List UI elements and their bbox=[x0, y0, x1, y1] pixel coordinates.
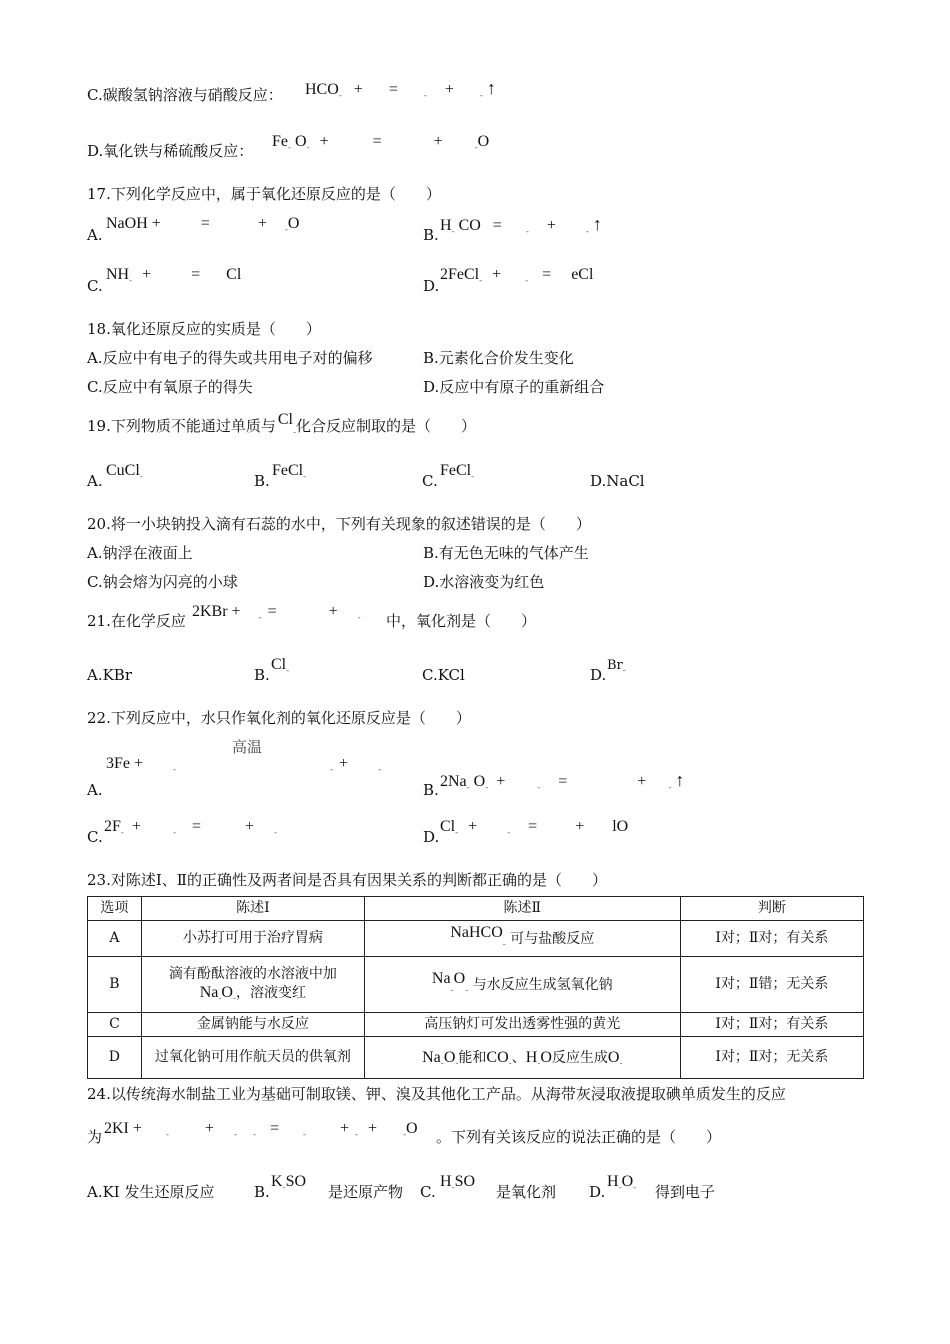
formula-term: O bbox=[406, 1120, 418, 1137]
formula-operator: + bbox=[492, 266, 502, 283]
formula-term: 2Na bbox=[440, 773, 467, 790]
formula-term: CuCl bbox=[106, 462, 140, 479]
formula-operator: + bbox=[142, 266, 152, 283]
q16-d-text: D.氧化铁与稀硫酸反应： bbox=[87, 142, 254, 160]
table-cell: A bbox=[88, 921, 142, 957]
table-cell: C bbox=[88, 1013, 142, 1037]
q24-d-formula: $H_-O_-$ bbox=[607, 1173, 637, 1192]
q21-option-a: A.KBr bbox=[87, 666, 132, 684]
q18-option-c: C.反应中有氧原子的得失 bbox=[87, 378, 253, 396]
formula-term: H bbox=[607, 1173, 619, 1190]
formula-term: O bbox=[540, 1048, 552, 1066]
gas-arrow-icon: ↑ bbox=[675, 770, 685, 790]
formula-term: O bbox=[473, 773, 486, 790]
formula-operator: + bbox=[353, 81, 363, 98]
formula-operator: + bbox=[575, 818, 585, 835]
formula-term: Cl bbox=[226, 266, 242, 283]
q16-c-text: C.碳酸氢钠溶液与硝酸反应： bbox=[87, 86, 283, 104]
table-cell: Ⅰ对；Ⅱ对；有关系 bbox=[680, 921, 863, 957]
formula-equals: = bbox=[191, 818, 201, 835]
formula-equals: = bbox=[269, 1120, 279, 1137]
formula-term: 2KI + bbox=[104, 1120, 142, 1137]
q21-d-formula: $Br_-$ bbox=[607, 658, 626, 676]
q24-stem-line1: 24.以传统海水制盐工业为基础可制取镁、钾、溴及其他化工产品。从海带灰浸取液提取碘单质发生的反应 bbox=[87, 1085, 786, 1103]
formula-equals: = bbox=[200, 215, 210, 232]
gas-arrow-icon: ↑ bbox=[592, 214, 602, 234]
formula-term: Cl bbox=[277, 411, 293, 428]
formula-term: Br bbox=[607, 658, 623, 673]
q22-a-formula: 3Fe + $_-$ $_-$ + $_-$ bbox=[106, 755, 382, 774]
formula-operator: + bbox=[131, 818, 141, 835]
q18-option-b: B.元素化合价发生变化 bbox=[423, 349, 574, 367]
cell-text: 与水反应生成氢氧化钠 bbox=[472, 976, 613, 993]
q18-stem: 18.氧化还原反应的实质是（ ） bbox=[87, 320, 321, 338]
formula-term: Cl bbox=[271, 656, 287, 673]
q17-a-formula: NaOH + = + $_-$O bbox=[106, 215, 300, 234]
q24-b-label: B. bbox=[254, 1183, 270, 1201]
table-header: 判断 bbox=[680, 897, 863, 921]
table-cell: 滴有酚酞溶液的水溶液中加 $Na_-O_-$，溶液变红 bbox=[141, 957, 364, 1013]
formula-term: 3Fe + bbox=[106, 755, 144, 772]
formula-operator: + bbox=[339, 755, 349, 772]
q24-formula: 2KI + $_-$ + $_-$ $_-$ = $_-$ + $_-$ + $_-$O bbox=[104, 1120, 418, 1139]
formula-term: 2F bbox=[104, 818, 121, 835]
formula-equals: = bbox=[528, 818, 538, 835]
formula-term: O bbox=[443, 1048, 456, 1066]
q23-table bbox=[87, 896, 864, 1079]
formula-operator: + bbox=[368, 1120, 378, 1137]
q20-option-b: B.有无色无味的气体产生 bbox=[423, 544, 589, 562]
cell-text: 能和 bbox=[458, 1049, 487, 1066]
formula-operator: + bbox=[204, 1120, 214, 1137]
q24-b-text: 是还原产物 bbox=[328, 1183, 404, 1201]
formula-term: O bbox=[477, 133, 490, 150]
formula-operator: + bbox=[468, 818, 478, 835]
q17-c-label: C. bbox=[87, 277, 103, 295]
formula-operator: + bbox=[319, 133, 329, 150]
table-row bbox=[88, 957, 864, 1013]
table-cell: Ⅰ对；Ⅱ对；有关系 bbox=[680, 1013, 863, 1037]
q22-b-formula: $2Na_-$ $O_- + _-$ = + $_-$ ↑ bbox=[440, 770, 685, 792]
formula-term: Na bbox=[431, 969, 451, 987]
q17-a-label: A. bbox=[87, 226, 103, 244]
formula-term: H bbox=[525, 1048, 538, 1066]
q20-option-c: C.钠会熔为闪亮的小球 bbox=[87, 573, 238, 591]
formula-term: 2KBr + bbox=[192, 603, 241, 620]
formula-term: O bbox=[621, 1173, 634, 1190]
table-cell: 高压钠灯可发出透雾性强的黄光 bbox=[364, 1013, 680, 1037]
formula-term: O bbox=[287, 215, 300, 232]
formula-term: H bbox=[440, 1173, 452, 1190]
formula-term: NH bbox=[106, 266, 130, 283]
table-cell: $Na_-O_-$ 与水反应生成氢氧化钠 bbox=[364, 957, 680, 1013]
q22-stem: 22.下列反应中，水只作氧化剂的氧化还原反应是（ ） bbox=[87, 709, 471, 727]
table-header: 选项 bbox=[88, 897, 142, 921]
q16-d-formula: $Fe_-$ $O_-$ + = + $_-$O bbox=[272, 133, 490, 152]
formula-equals: = bbox=[542, 266, 552, 283]
table-cell: Ⅰ对；Ⅱ对；无关系 bbox=[680, 1037, 863, 1079]
q20-stem: 20.将一小块钠投入滴有石蕊的水中，下列有关现象的叙述错误的是（ ） bbox=[87, 515, 591, 533]
q21-stem-part: 21.在化学反应 bbox=[87, 612, 186, 630]
formula-operator: + bbox=[496, 773, 506, 790]
q22-b-label: B. bbox=[423, 781, 439, 799]
formula-term: Fe bbox=[272, 133, 288, 150]
formula-term: NaHCO bbox=[450, 923, 503, 941]
q21-formula: 2KBr + $_-$ = + $_-$ bbox=[192, 603, 361, 622]
table-row bbox=[88, 1037, 864, 1079]
q22-d-formula: $Cl_- + _-$ = + lO bbox=[440, 818, 629, 837]
formula-term: Na bbox=[422, 1048, 441, 1066]
formula-equals: = bbox=[372, 133, 382, 150]
cell-text: ，溶液变红 bbox=[236, 985, 307, 1002]
q24-stem-line2-end: 。下列有关该反应的说法正确的是（ ） bbox=[436, 1128, 722, 1146]
q22-c-formula: $2F_- + _-$ = + $_-$ bbox=[104, 818, 277, 837]
formula-term: Na bbox=[199, 984, 219, 1002]
q16-option-d bbox=[87, 142, 253, 160]
formula-term: O bbox=[221, 984, 233, 1002]
formula-term: lO bbox=[612, 818, 629, 835]
table-header-row bbox=[88, 897, 864, 921]
q21-stem-end: 中，氧化剂是（ ） bbox=[386, 612, 537, 630]
formula-operator: + bbox=[244, 818, 254, 835]
q19-stem: 19.下列物质不能通过单质与 $Cl_-$化合反应制取的是（ ） bbox=[87, 411, 477, 438]
cell-text: 、 bbox=[511, 1049, 526, 1066]
table-row bbox=[88, 1013, 864, 1037]
cell-text: 反应生成 bbox=[551, 1049, 608, 1066]
table-cell: 金属钠能与水反应 bbox=[141, 1013, 364, 1037]
q17-d-label: D. bbox=[423, 277, 440, 295]
q19-option-d: D.NaCl bbox=[590, 472, 645, 490]
q20-option-a: A.钠浮在液面上 bbox=[87, 544, 193, 562]
q21-option-c: C.KCl bbox=[422, 666, 465, 684]
q22-d-label: D. bbox=[423, 828, 440, 846]
formula-term: O bbox=[295, 133, 307, 150]
q19-b-label: B. bbox=[254, 472, 270, 490]
q24-d-text: 得到电子 bbox=[655, 1183, 716, 1201]
formula-operator: + bbox=[257, 215, 267, 232]
q19-b-formula: FeCl$_-$ bbox=[272, 462, 307, 481]
q19-c-label: C. bbox=[422, 472, 438, 490]
q24-c-label: C. bbox=[420, 1183, 436, 1201]
q21-stem bbox=[87, 612, 186, 630]
q21-b-formula: $Cl_-$ bbox=[271, 656, 290, 675]
formula-term: CO bbox=[486, 1048, 509, 1066]
table-header: 陈述Ⅱ bbox=[364, 897, 680, 921]
formula-operator: + bbox=[328, 603, 338, 620]
q19-c-formula: FeCl$_-$ bbox=[440, 462, 475, 481]
q17-b-formula: $H_-$ CO = $_-$ + $_-$ ↑ bbox=[440, 214, 602, 236]
formula-term: H bbox=[440, 217, 452, 234]
q24-option-a: A.KI 发生还原反应 bbox=[87, 1183, 215, 1201]
gas-arrow-icon: ↑ bbox=[486, 78, 496, 98]
q19-stem-part: 化合反应制取的是（ ） bbox=[296, 417, 477, 435]
formula-operator: + bbox=[546, 217, 556, 234]
formula-term: FeCl bbox=[272, 462, 304, 479]
q18-option-d: D.反应中有原子的重新组合 bbox=[423, 378, 605, 396]
formula-term: 2FeCl bbox=[440, 266, 480, 283]
q19-stem-part: 19.下列物质不能通过单质与 bbox=[87, 417, 276, 435]
table-cell: D bbox=[88, 1037, 142, 1079]
formula-equals: = bbox=[558, 773, 568, 790]
formula-equals: = bbox=[267, 603, 277, 620]
table-cell: B bbox=[88, 957, 142, 1013]
formula-term: CO bbox=[458, 217, 481, 234]
q24-b-formula: $K_-SO$ bbox=[271, 1173, 307, 1192]
cell-text: 滴有酚酞溶液的水溶液中加 bbox=[168, 965, 337, 982]
q16-c-formula: $HCO_-$ + = $_-$ + $_-$ ↑ bbox=[305, 78, 496, 100]
cell-text: 可与盐酸反应 bbox=[510, 930, 595, 947]
table-header: 陈述Ⅰ bbox=[141, 897, 364, 921]
q22-c-label: C. bbox=[87, 828, 103, 846]
q24-stem-line2-start: 为 bbox=[87, 1128, 103, 1146]
formula-term: Cl bbox=[440, 818, 456, 835]
q17-d-formula: 2FeCl$_-$ + $_-$ = eCl bbox=[440, 266, 594, 285]
formula-term: O bbox=[607, 1048, 620, 1066]
formula-term: SO bbox=[285, 1173, 307, 1190]
q24-c-formula: $H_-SO$ bbox=[440, 1173, 476, 1192]
table-cell: 小苏打可用于治疗胃病 bbox=[141, 921, 364, 957]
table-cell: Ⅰ对；Ⅱ错；无关系 bbox=[680, 957, 863, 1013]
q17-stem: 17.下列化学反应中，属于氧化还原反应的是（ ） bbox=[87, 185, 441, 203]
formula-equals: = bbox=[388, 81, 398, 98]
q19-a-formula: CuCl$_-$ bbox=[106, 462, 143, 481]
formula-operator: + bbox=[444, 81, 454, 98]
q21-b-label: B. bbox=[254, 666, 270, 684]
q24-d-label: D. bbox=[589, 1183, 606, 1201]
q24-c-text: 是氧化剂 bbox=[496, 1183, 557, 1201]
formula-term: SO bbox=[454, 1173, 476, 1190]
q18-option-a: A.反应中有电子的得失或共用电子对的偏移 bbox=[87, 349, 373, 367]
formula-term: K bbox=[271, 1173, 283, 1190]
q19-a-label: A. bbox=[87, 472, 103, 490]
formula-term: FeCl bbox=[440, 462, 472, 479]
table-row bbox=[88, 921, 864, 957]
formula-operator: + bbox=[433, 133, 443, 150]
formula-operator: + bbox=[339, 1120, 349, 1137]
formula-operator: + bbox=[637, 773, 647, 790]
formula-term: O bbox=[453, 969, 466, 987]
q23-stem: 23.对陈述Ⅰ、Ⅱ的正确性及两者间是否具有因果关系的判断都正确的是（ ） bbox=[87, 871, 607, 889]
q21-d-label: D. bbox=[590, 666, 607, 684]
q22-a-label: A. bbox=[87, 781, 103, 799]
q17-c-formula: $NH_-$ + = Cl bbox=[106, 266, 242, 285]
formula-term: NaOH + bbox=[106, 215, 161, 232]
formula-equals: = bbox=[492, 217, 502, 234]
q22-a-condition: 高温 bbox=[232, 738, 263, 756]
q20-option-d: D.水溶液变为红色 bbox=[423, 573, 545, 591]
table-cell: 过氧化钠可用作航天员的供氧剂 bbox=[141, 1037, 364, 1079]
table-cell: $Na_-O_-$能和$CO_-$、$H_-O$反应生成$O_-$ bbox=[364, 1037, 680, 1079]
table-cell: NaHCO$_-$ 可与盐酸反应 bbox=[364, 921, 680, 957]
formula-term: HCO bbox=[305, 81, 339, 98]
formula-equals: = bbox=[191, 266, 201, 283]
formula-term: eCl bbox=[571, 266, 594, 283]
q16-option-c bbox=[87, 86, 283, 104]
q17-b-label: B. bbox=[423, 226, 439, 244]
